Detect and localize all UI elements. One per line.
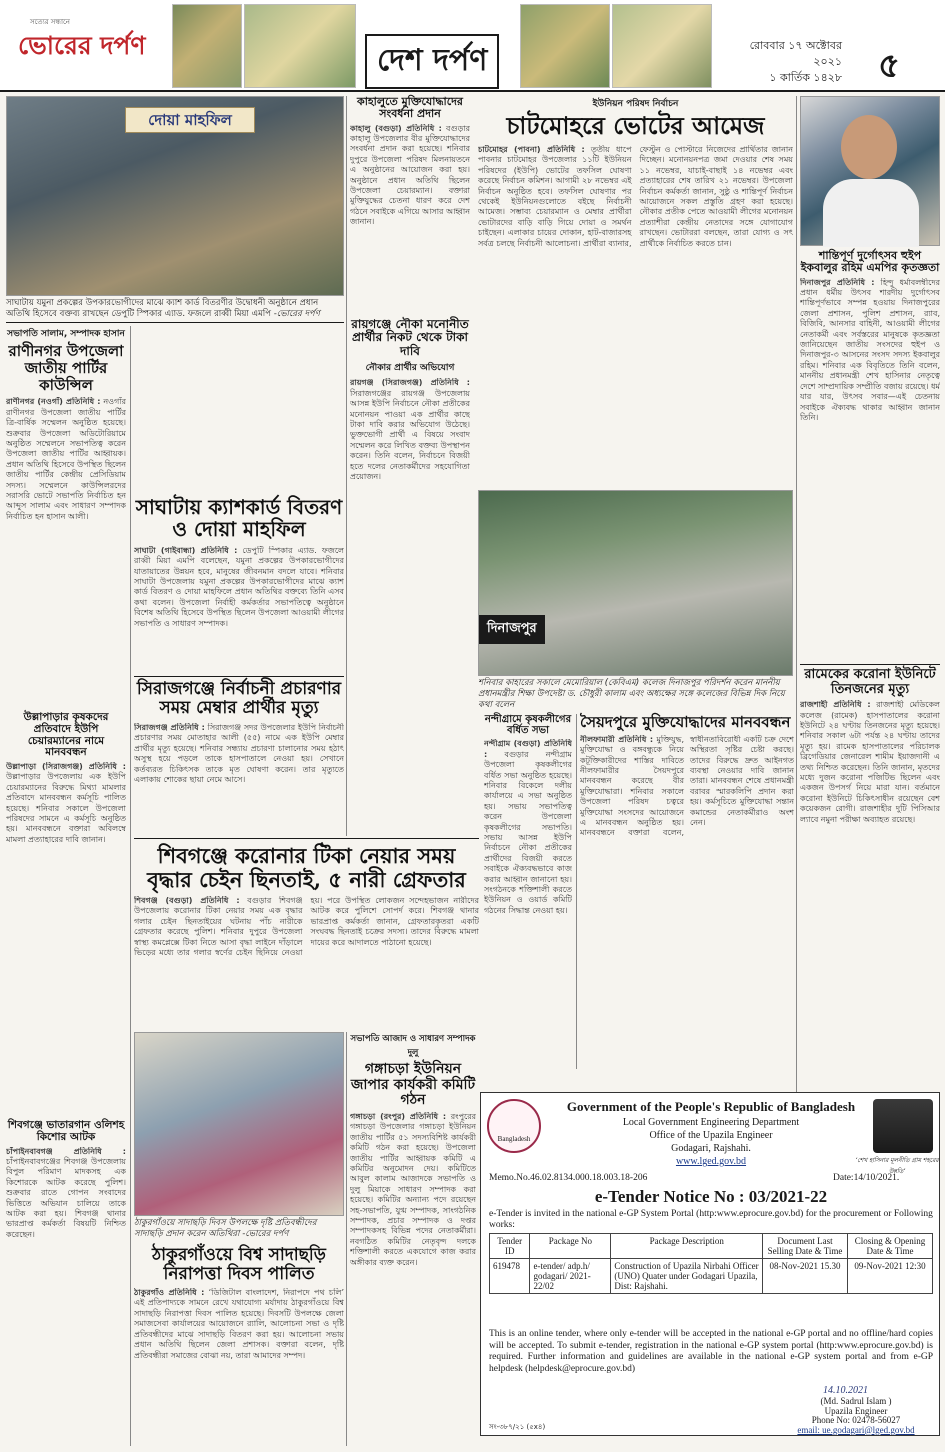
package-no-cell: e-tender/ adp.h/ godagari/ 2021-22/02 — [530, 1259, 611, 1294]
article-headline[interactable]: সিরাজগঞ্জে নির্বাচনী প্রচারণার সময় মেম্বার প্রার্থীর মৃত্যু — [136, 679, 342, 719]
article-headline[interactable]: রাণীনগর উপজেলা জাতীয় পার্টির কাউন্সিল — [8, 342, 124, 394]
date-bengali: ১ কার্তিক ১৪২৮ — [769, 71, 842, 84]
article-text: ডেপুটি স্পিকার এ্যাড. ফজলে রাব্বী মিয়া এমপি বলেছেন, যমুনা প্রকল্পের উপকারভোগীদের যাতায়াতের উন্নয়ন হবে, মানুষের জীবনমান বদলে যাবে। শনিবার সাঘাটা উপজেলায় যমুনা প্রকল্পের উপকারভোগীদের মাঝে ক্যাশ কার্ড বিতরণ ও দোয়া মাহফিলে প্রধান অতিথির বক্তব্যে তিনি এসব কথা বলেন। উপজেলা নির্বাহী কর্মকর্তার সভাপতিত্বে অনুষ্ঠানে বিশেষ অতিথি হিসেবে উপস্থিত ছিলেন উপজেলা আওয়ামী লীগের সভাপতি ও সাধারণ সম্পাদক। — [134, 545, 344, 628]
closing-date-cell: 09-Nov-2021 12:30 — [848, 1259, 933, 1294]
article-byline: চাটমোহর (পাবনা) প্রতিনিধি : — [478, 144, 585, 154]
signatory-email-link[interactable]: email: ue.godagari@lged.gov.bd — [797, 1424, 915, 1435]
page-number: ৫ — [878, 46, 901, 86]
article-byline: নন্দীগ্রাম (বগুড়া) প্রতিনিধি : — [484, 739, 572, 759]
article-byline: নীলফামারী প্রতিনিধি : — [580, 734, 654, 744]
article-byline: উল্লাপাড়া (সিরাজগঞ্জ) প্রতিনিধি : — [6, 762, 126, 771]
article-headline[interactable]: নন্দীগ্রামে কৃষকলীগের বর্ধিত সভা — [484, 714, 572, 737]
saghata-event-photo — [6, 96, 344, 296]
article-text: রাজশাহী মেডিকেল কলেজ (রামেক) হাসপাতালের করোনা ইউনিটে ২৪ ঘণ্টায় তিনজনের মৃত্যু হয়েছে। শনিবার সকাল ৬টা পর্যন্ত ২৪ ঘণ্টায় তাদের মৃত্যু হয়। রামেক হাসপাতালের পরিচালক ব্রিগেডিয়ার জেনারেল শামীম ইয়াজদানী এ তথ্য নিশ্চিত করেছেন। তিনি জানান, মৃতদের মধ্যে দুজন করোনা পজিটিভ ছিলেন এবং একজন উপসর্গ নিয়ে মারা যান। বর্তমানে করোনা ইউনিটে চিকিৎসাধীন রয়েছেন বেশ কয়েকজন রোগী। রাজশাহীর দুটি পিসিআর ল্যাবে নমুনা পরীক্ষা অব্যাহত রয়েছে। — [800, 700, 940, 824]
column-rule — [130, 326, 131, 1446]
article-headline[interactable]: শিবগঞ্জে করোনার টিকা নেয়ার সময় বৃদ্ধার চেইন ছিনতাই, ৫ নারী গ্রেফতার — [147, 843, 466, 892]
article-byline: ঠাকুরগাঁও প্রতিনিধি : — [134, 1288, 205, 1298]
divider — [800, 664, 940, 665]
article-body — [6, 762, 126, 1142]
article-byline: রাজশাহী প্রতিনিধি : — [800, 700, 871, 710]
logo-badge-text: Bangladesh — [497, 1135, 531, 1143]
ad-code: সং-৩৮৭/২১ (৫x৪) — [489, 1423, 546, 1431]
article-headline[interactable]: সৈয়দপুরে মুক্তিযোদ্ধাদের মানববন্ধন — [580, 713, 791, 731]
notice-date: Date:14/10/2021. — [833, 1173, 900, 1183]
newspaper-logo[interactable]: ভোরের দর্পণ — [18, 31, 146, 60]
article-saghata — [134, 496, 344, 666]
signatory-phone: Phone No: 02478-56027 — [811, 1415, 901, 1425]
article-headline[interactable]: কাহালুতে মুক্তিযোদ্ধাদের সংবর্ধনা প্রদান — [357, 95, 463, 121]
article-byline: সিরাজগঞ্জ প্রতিনিধি : — [134, 723, 205, 733]
gov-title: Government of the People's Republic of Bangladesh — [566, 1099, 856, 1114]
article-body — [800, 278, 940, 644]
column-header: Package No — [530, 1234, 611, 1259]
notice-footer-text: This is an online tender, where only e-tender will be accepted in the national e-GP portal and no offline/hard copies will be accepted. To submit e-tender, registration in the national e-GP system portal (http:www.eprocure.gov.bd) is required. Further information and guidelines are available in the national e-GP system portal and from e-GP helpdesk (helpdesk@eprocure.gov.bd) — [489, 1329, 933, 1374]
notice-title: e-Tender Notice No : 03/2021-22 — [594, 1187, 828, 1206]
masthead-photo-2 — [244, 4, 356, 88]
article-body — [350, 378, 470, 738]
article-rameq — [800, 668, 940, 1110]
article-byline: কাহালু (বগুড়া) প্রতিনিধি : — [350, 123, 442, 133]
article-byline: দিনাজপুর প্রতিনিধি : — [800, 277, 875, 287]
package-description-cell: Construction of Upazila Nirbahi Officer (UNO) Quater under Godagari Upazila, Dist: Rajshahi. — [611, 1259, 763, 1294]
article-text: সিরাজগঞ্জের রায়গঞ্জ উপজেলায় আসন্ন ইউপি নির্বাচনে নৌকা প্রতীকের মনোনয়ন পাওয়া এক প্রার্থীর কাছে টাকা দাবি করার অভিযোগ উঠেছে। ভুক্তভোগী প্রার্থী এ বিষয়ে সংবাদ সম্মেলন করে লিখিত বক্তব্য উপস্থাপন করেন। তিনি বলেন, নির্বাচনে বিজয়ী হতে দলের নেতাকর্মীদের সহযোগিতা প্রয়োজন। — [350, 388, 470, 481]
masthead-photo-1 — [172, 4, 242, 88]
tender-table-header — [490, 1234, 933, 1259]
selling-date-cell: 08-Nov-2021 15.30 — [763, 1259, 848, 1294]
article-syedpur — [580, 714, 794, 1057]
thakurgaon-caption — [134, 1218, 344, 1240]
article-headline[interactable]: উল্লাপাড়ার কৃষকদের প্রতিবাদে ইউপি চেয়ারম্যানের নামে মানববন্ধন — [23, 711, 109, 759]
dinajpur-photo — [478, 490, 793, 676]
column-header: Closing & Opening Date & Time — [848, 1234, 933, 1259]
article-byline: সাঘাটা (গাইবান্ধা) প্রতিনিধি : — [134, 545, 238, 555]
event-banner: দোয়া মাহফিল — [125, 107, 255, 133]
article-raninagar — [6, 326, 126, 667]
lged-website-link[interactable]: www.lged.gov.bd — [675, 1156, 747, 1167]
article-jatiya-party — [350, 1032, 476, 1442]
article-byline: রায়গঞ্জ (সিরাজগঞ্জ) প্রতিনিধি : — [350, 378, 470, 388]
article-headline[interactable]: চাটমোহরে ভোটের আমেজ — [506, 111, 765, 140]
signatory-block — [781, 1397, 931, 1435]
article-text: মুক্তিযুদ্ধ, মুক্তিযোদ্ধা ও বঙ্গবন্ধুকে নিয়ে কটূক্তিকারীদের শাস্তির দাবিতে নীলফামারীর সৈয়দপুরে মানববন্ধন করেছে বীর মুক্তিযোদ্ধারা। শনিবার সকালে উপজেলা পরিষদ চত্বরে মুক্তিযোদ্ধা সংসদের আয়োজনে এ মানববন্ধন অনুষ্ঠিত হয়। মানববন্ধনে বক্তারা বলেন, স্বাধীনতাবিরোধী একটি চক্র দেশে অস্থিরতা সৃষ্টির চেষ্টা করছে। তাদের বিরুদ্ধে দ্রুত আইনগত ব্যবস্থা নেওয়ার দাবি জানান তারা। মানববন্ধন শেষে প্রধানমন্ত্রী বরাবর স্মারকলিপি প্রদান করা হয়। কর্মসূচিতে মুক্তিযোদ্ধা সন্তান কমান্ডের নেতাকর্মীরাও অংশ নেন। — [580, 734, 794, 838]
office-location: Godagari, Rajshahi. — [671, 1143, 751, 1154]
logo-tagline: সত্যের সন্ধানে — [30, 18, 70, 26]
article-text: সিরাজগঞ্জ সদর উপজেলার ইউপি নির্বাচনী প্রচারণার সময় মোতাহার আলী (৫৫) নামে এক ইউপি মেম্বার প্রার্থীর মৃত্যু হয়েছে। শনিবার সন্ধ্যায় প্রচারণা চালানোর সময় হঠাৎ অসুস্থ হয়ে পড়লে তাকে হাসপাতালে নেওয়া হয়। সেখানে কর্তব্যরত চিকিৎসক তাকে মৃত ঘোষণা করেন। তার মৃত্যুতে এলাকায় শোকের ছায়া নেমে আসে। — [134, 723, 344, 785]
dinajpur-caption: শনিবার কাহারের সকালে মেমোরিয়াল (কেবিএম) কলেজ দিনাজপুর পরিদর্শন করেন মাননীয় প্রধানমন্ত্রীর শিক্ষা উপদেষ্টা ড. চৌধুরী কালাম এবং অধ্যক্ষের সঙ্গে কলেজের বিভিন্ন দিক নিয়ে কথা বলেন — [478, 678, 785, 710]
article-text: রংপুরের গঙ্গাচড়া উপজেলার গঙ্গাচড়া ইউনিয়ন জাতীয় পার্টির ৫১ সদস্যবিশিষ্ট কার্যকরী কমিটি গঠন করা হয়েছে। উপজেলা জাতীয় পার্টির আহ্বায়ক কমিটি এ কমিটির অনুমোদন দেয়। কমিটিতে আবুল কালাম আজাদকে সভাপতি ও দুলু মিয়াকে সাধারণ সম্পাদক করা হয়েছে। কমিটির অন্যান্য পদে রয়েছেন সহ-সভাপতি, যুগ্ম সম্পাদক, সাংগঠনিক সম্পাদক, প্রচার সম্পাদক ও দপ্তর সম্পাদকসহ বিভিন্ন পদের নেতাকর্মীরা। নবগঠিত কমিটির নেতৃবৃন্দ দলকে শক্তিশালী করতে একযোগে কাজ করার অঙ্গীকার ব্যক্ত করেন। — [350, 1112, 476, 1267]
article-text: তৃতীয় ধাপে পাবনার চাটমোহর উপজেলার ১১টি ইউনিয়ন পরিষদের (ইউপি) ভোটের তফসিল ঘোষণা করেছে নির্বাচন কমিশন। আগামী ২৮ নভেম্বর এই নির্বাচন অনুষ্ঠিত হবে। তফসিল ঘোষণার পর থেকেই ইউনিয়নগুলোতে বইছে নির্বাচনী আমেজ। সম্ভাব্য চেয়ারম্যান ও মেম্বার প্রার্থীরা ভোটারদের বাড়ি বাড়ি গিয়ে দোয়া ও সমর্থন চাইছেন। এলাকার চায়ের দোকান, হাট-বাজারসহ সর্বত্র চলছে নির্বাচনী আলোচনা। প্রার্থীরা ব্যানার, ফেস্টুন ও পোস্টারে নিজেদের প্রার্থিতার জানান দিচ্ছেন। মনোনয়নপত্র জমা দেওয়ার শেষ সময় ১১ নভেম্বর, যাচাই-বাছাই ১৪ নভেম্বর এবং প্রত্যাহারের শেষ তারিখ ২১ নভেম্বর। উপজেলা নির্বাচন কর্মকর্তা জানান, সুষ্ঠু ও শান্তিপূর্ণ নির্বাচন আয়োজনে সকল প্রস্তুতি গ্রহণ করা হয়েছে। নৌকার প্রতীক পেতে আওয়ামী লীগের মনোনয়ন প্রত্যাশীরা কেন্দ্রীয় নেতাদের সঙ্গে যোগাযোগ রাখছেন। ভোটাররা বলছেন, তারা যোগ্য ও সৎ প্রার্থীকে নির্বাচিত করতে চান। — [478, 144, 793, 248]
article-byline: চাঁপাইনবাবগঞ্জ প্রতিনিধি : — [6, 1146, 126, 1156]
article-pretitle: সভাপতি আজাদ ও সাধারণ সম্পাদক দুলু — [350, 1034, 476, 1058]
article-text: ‘ডিজিটাল বাংলাদেশ, নিরাপদে পথ চলি’ এই প্রতিপাদ্যকে সামনে রেখে যথাযোগ্য মর্যাদায় ঠাকুরগাঁওয়ে বিশ্ব সাদাছড়ি নিরাপত্তা দিবস পালিত হয়েছে। দিবসটি উপলক্ষে জেলা সমাজসেবা কার্যালয়ের আয়োজনে র‍্যালি, আলোচনা সভা ও দৃষ্টি প্রতিবন্ধীদের মাঝে সাদাছড়ি বিতরণ করা হয়। আলোচনা সভায় প্রধান অতিথি ছিলেন জেলা প্রশাসক। বক্তারা বলেন, দৃষ্টি প্রতিবন্ধীরা সমাজের বোঝা নয়, তারা আমাদের সম্পদ। — [134, 1288, 344, 1360]
article-freedom-fighters — [350, 96, 470, 324]
article-text: বগুড়ার শিবগঞ্জ উপজেলায় করোনার টিকা নেয়ার সময় এক বৃদ্ধার গলার চেইন ছিনতাইয়ের ঘটনায় পাঁচ নারীকে গ্রেফতার করেছে পুলিশ। শনিবার দুপুরে উপজেলা স্বাস্থ্য কমপ্লেক্সে টিকা নিতে আসা বৃদ্ধা লাইনে দাঁড়ালে ভিড়ের মধ্যে তার গলার স্বর্ণের চেইন ছিনিয়ে নেওয়া হয়। পরে উপস্থিত লোকজন সন্দেহভাজন নারীদের আটক করে পুলিশে সোপর্দ করে। শিবগঞ্জ থানার ভারপ্রাপ্ত কর্মকর্তা জানান, গ্রেফতারকৃতরা একটি সংঘবদ্ধ ছিনতাই চক্রের সদস্য। তাদের বিরুদ্ধে মামলা দায়ের করে আদালতে পাঠানো হয়েছে। — [134, 896, 479, 958]
caption-credit: -ভোরের দর্পণ — [273, 309, 320, 319]
article-text: নওগাঁর রাণীনগর উপজেলা জাতীয় পার্টির ত্রি-বার্ষিক সম্মেলন অনুষ্ঠিত হয়েছে। শুক্রবার উপজেলা অডিটোরিয়ামে অনুষ্ঠিত সম্মেলনে সভাপতিত্ব করেন উপজেলা জাতীয় পার্টির আহ্বায়ক। প্রধান অতিথি হিসেবে উপস্থিত ছিলেন জাতীয় পার্টির কেন্দ্রীয় প্রেসিডিয়াম সদস্য। সম্মেলনে কাউন্সিলরদের সরাসরি ভোটে সভাপতি নির্বাচিত হন আব্দুস সালাম এবং সাধারণ সম্পাদক নির্বাচিত হন হাসান আলী। — [6, 397, 126, 521]
issue-date — [722, 38, 842, 86]
mujib-caption: ‘শেখ হাসিনার মূলনীতি গ্রাম শহরের উন্নতি’ — [855, 1157, 939, 1175]
article-body — [580, 735, 794, 1057]
article-ullapara — [6, 712, 126, 1142]
article-body — [350, 1112, 476, 1442]
table-row — [490, 1259, 933, 1294]
article-body — [800, 700, 940, 1110]
thakurgaon-photo — [134, 1032, 344, 1216]
article-text: উল্লাপাড়ার উপজেলায় এক ইউপি চেয়ারম্যানের বিরুদ্ধে মিথ্যা মামলার প্রতিবাদে মানববন্ধন কর্মসূচি পালিত হয়েছে। শনিবার সকালে উপজেলা পরিষদের সামনে এ কর্মসূচি অনুষ্ঠিত হয়। মানববন্ধনে বক্তারা অবিলম্বে মামলা প্রত্যাহারের দাবি জানান। — [6, 772, 126, 844]
column-header: Document Last Selling Date & Time — [763, 1234, 848, 1259]
article-chatmohar — [478, 96, 793, 529]
face-shape — [841, 115, 897, 179]
column-rule — [796, 96, 797, 1096]
column-rule — [346, 96, 347, 836]
article-farmers — [484, 714, 572, 1089]
article-body — [6, 397, 126, 667]
caption-text: ঠাকুরগাঁওয়ে সাদাছড়ি দিবস উপলক্ষে দৃষ্টি প্রতিবন্ধীদের সাদাছড়ি প্রদান করেন অতিথিরা — [134, 1218, 317, 1239]
office-name: Office of the Upazila Engineer — [649, 1130, 773, 1141]
article-body — [134, 546, 344, 666]
article-text: বগুড়ার নন্দীগ্রাম উপজেলা কৃষকলীগের বর্ধিত সভা অনুষ্ঠিত হয়েছে। শনিবার বিকেলে দলীয় কার্যালয়ে এ সভা অনুষ্ঠিত হয়। সভায় সভাপতিত্ব করেন উপজেলা কৃষকলীগের সভাপতি। সভায় আসন্ন ইউপি নির্বাচনে নৌকা প্রতীকের প্রার্থীদের বিজয়ী করতে সবাইকে ঐক্যবদ্ধভাবে কাজ করার আহ্বান জানানো হয়। সংগঠনকে শক্তিশালী করতে ইউনিয়ন ও ওয়ার্ড কমিটি গঠনের সিদ্ধান্ত নেওয়া হয়। — [484, 749, 572, 915]
article-boat-candidate — [350, 318, 470, 738]
notice-intro: e-Tender is invited in the national e-GP System Portal (http:www.eprocure.gov.bd) for the procurement or Following works: — [489, 1209, 933, 1230]
article-byline: গঙ্গাচড়া (রংপুর) প্রতিনিধি : — [350, 1112, 447, 1122]
article-kicker: ইউনিয়ন পরিষদ নির্বাচন — [592, 99, 679, 109]
section-title: দেশ দর্পণ — [365, 34, 499, 89]
masthead-photo-3 — [520, 4, 610, 88]
article-pretitle: সভাপতি সালাম, সম্পাদক হাসান — [7, 329, 125, 339]
article-body — [484, 739, 572, 1089]
masthead-photo-4 — [612, 4, 712, 88]
tender-table — [489, 1233, 933, 1294]
article-text: চাঁপাইনবাবগঞ্জের শিবগঞ্জ উপজেলায় বিপুল পরিমাণ মাদকসহ এক কিশোরকে আটক করেছে পুলিশ। শুক্রবার রাতে গোপন সংবাদের ভিত্তিতে অভিযান চালিয়ে তাকে আটক করা হয়। শিবগঞ্জ থানার ভারপ্রাপ্ত কর্মকর্তা বিষয়টি নিশ্চিত করেছেন। — [6, 1156, 126, 1239]
tender-notice-ad — [480, 1092, 940, 1436]
article-body — [350, 124, 470, 324]
article-body — [6, 1147, 126, 1447]
tender-id-cell: 619478 — [490, 1259, 530, 1294]
caption-text: সাঘাটায় যমুনা প্রকল্পের উপকারভোগীদের মাঝে ক্যাশ কার্ড বিতরণীর উদ্বোধনী অনুষ্ঠানে প্রধান অতিথি হিসেবে বক্তব্য রাখছেন ডেপুটি স্পিকার এ্যাড. ফজলে রাব্বী মিয়া এমপি — [6, 298, 319, 319]
whip-portrait — [800, 96, 940, 246]
signatory-title: Upazila Engineer — [824, 1405, 888, 1416]
column-rule — [346, 1032, 347, 1446]
article-body — [134, 723, 344, 828]
shirt-shape — [823, 179, 919, 247]
article-body — [134, 1288, 344, 1418]
divider — [134, 676, 344, 677]
date-gregorian: রোববার ১৭ অক্টোবর ২০২১ — [749, 39, 842, 68]
article-headline[interactable]: সাঘাটায় ক্যাশকার্ড বিতরণ ও দোয়া মাহফিল — [135, 495, 343, 542]
divider — [6, 322, 344, 323]
article-headline[interactable]: ঠাকুরগাঁওয়ে বিশ্ব সাদাছড়ি নিরাপত্তা দিবস পালিত — [152, 1245, 326, 1285]
article-headline[interactable]: গঙ্গাচড়া ইউনিয়ন জাপার কার্যকরী কমিটি গঠন — [350, 1061, 476, 1109]
article-headline[interactable]: রামেকের করোনা ইউনিটে তিনজনের মৃত্যু — [804, 667, 936, 697]
article-headline[interactable]: রায়গঞ্জে নৌকা মনোনীত প্রার্থীর নিকট থেকে টাকা দাবি — [351, 317, 469, 358]
masthead — [0, 0, 945, 92]
article-text: হিন্দু ধর্মাবলম্বীদের প্রধান ধর্মীয় উৎসব শারদীয় দুর্গোৎসব শান্তিপূর্ণভাবে সম্পন্ন হওয়ায় দিনাজপুরের জেলা প্রশাসন, পুলিশ প্রশাসন, র‍্যাব, বিজিবি, আনসার বাহিনী, আওয়ামী লীগের নেতাকর্মী এবং সর্বস্তরের মানুষকে কৃতজ্ঞতা জানিয়েছেন জাতীয় সংসদের হুইপ ও দিনাজপুর-৩ আসনের সংসদ সদস্য ইকবালুর রহিম। শনিবার এক বিবৃতিতে তিনি বলেন, মাননীয় প্রধানমন্ত্রী শেখ হাসিনার নেতৃত্বে দেশে সাম্প্রদায়িক সম্প্রীতি বজায় রয়েছে। ধর্ম যার যার, উৎসব সবার—এই চেতনায় সবাইকে ঐক্যবদ্ধ থাকার আহ্বান জানান তিনি। — [800, 277, 940, 422]
signatory-name: (Md. Sadrul Islam ) — [820, 1396, 892, 1406]
dept-name: Local Government Engineering Department — [622, 1117, 800, 1128]
article-headline[interactable]: শিবগঞ্জে ভাতারগান ওলিশহ কিশোর আটক — [7, 1119, 125, 1143]
article-thakurgaon — [134, 1246, 344, 1418]
article-body — [478, 145, 793, 529]
article-whip-gratitude — [800, 250, 940, 644]
article-text: বগুড়ার কাহালু উপজেলার বীর মুক্তিযোদ্ধাদের সংবর্ধনা প্রদান করা হয়েছে। শনিবার দুপুরে উপজেলা পরিষদ মিলনায়তনে এ অনুষ্ঠানের আয়োজন করা হয়। অনুষ্ঠানে প্রধান অতিথি ছিলেন উপজেলা চেয়ারম্যান। বক্তারা মুক্তিযুদ্ধের চেতনা ধারণ করে দেশ গঠনে সবাইকে এগিয়ে আসার আহ্বান জানান। — [350, 123, 470, 227]
column-rule — [576, 714, 577, 1069]
article-byline: রাণীনগর (নওগাঁ) প্রতিনিধি : — [6, 397, 101, 407]
signature-date: 14.10.2021 — [823, 1385, 868, 1396]
article-byline: শিবগঞ্জ (বগুড়া) প্রতিনিধি : — [134, 896, 240, 906]
divider — [134, 838, 479, 839]
memo-number: Memo.No.46.02.8134.000.18.003.18-206 — [489, 1173, 648, 1183]
column-header: Package Description — [611, 1234, 763, 1259]
caption-credit: -ভোরের দর্পণ — [242, 1229, 289, 1239]
saghata-photo-caption — [6, 298, 344, 320]
column-header: Tender ID — [490, 1234, 530, 1259]
dinajpur-tag: দিনাজপুর — [479, 615, 545, 644]
article-shibganj-staff — [6, 1120, 126, 1447]
article-subtitle: নৌকার প্রার্থীর অভিযোগ — [365, 363, 455, 374]
article-headline[interactable]: শান্তিপূর্ণ দুর্গোৎসব হুইপ ইকবালুর রহিম এমপির কৃতজ্ঞতা — [800, 249, 940, 275]
article-sirajganj-death — [134, 680, 344, 828]
